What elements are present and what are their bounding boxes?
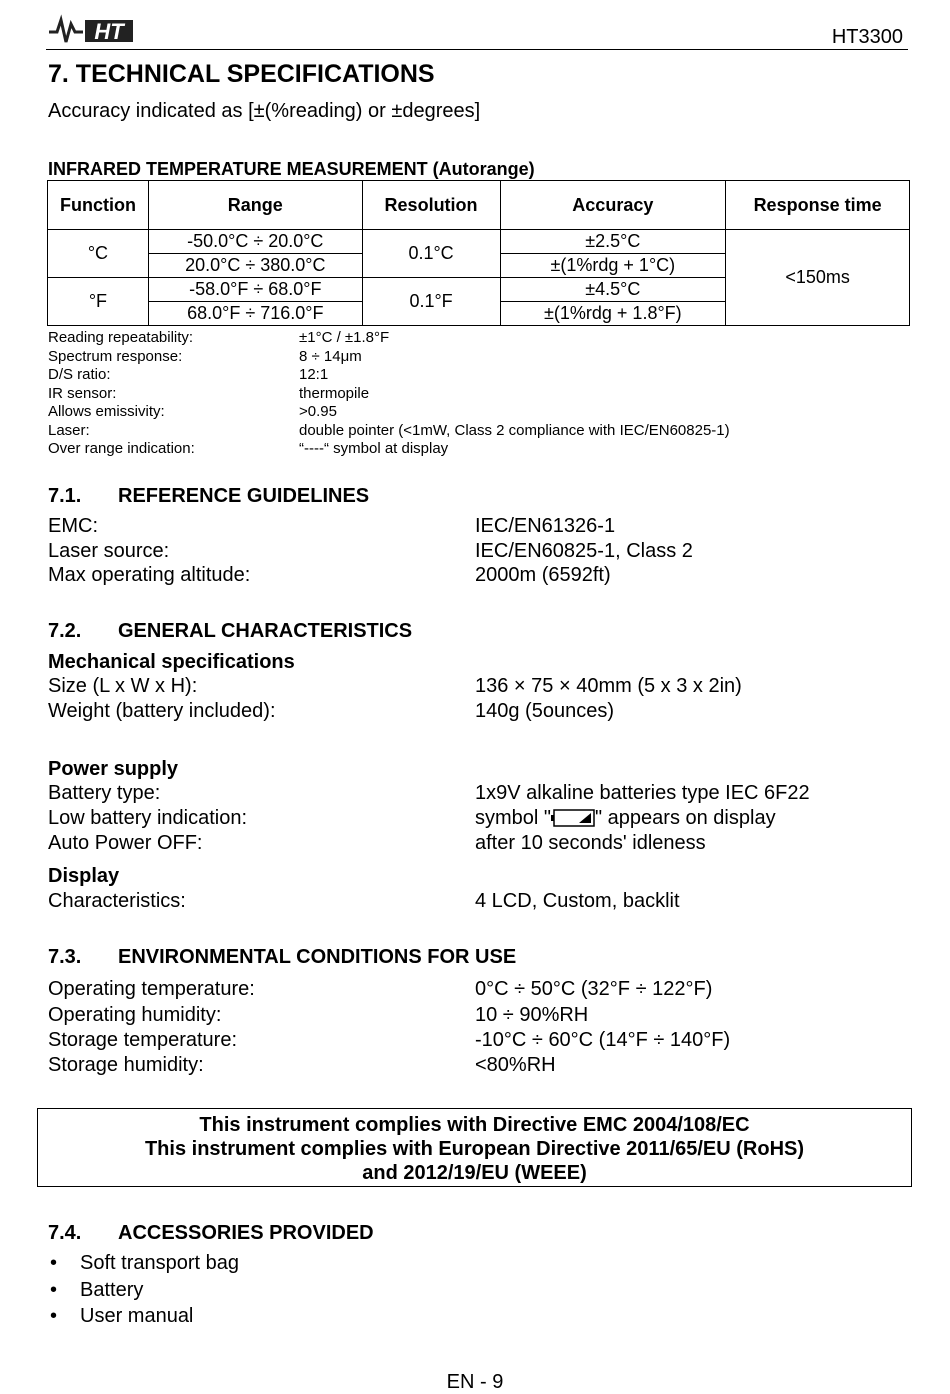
page-number: EN - 9 <box>446 1371 504 1393</box>
mech-item: Weight (battery included): 140g (5ounces) <box>48 700 614 722</box>
power-supply-title: Power supply <box>48 758 179 780</box>
accuracy-cell: ±(1%rdg + 1.8°F) <box>500 302 726 326</box>
resolution-cell: 0.1°F <box>362 278 500 326</box>
display-item: Characteristics: 4 LCD, Custom, backlit <box>48 890 680 912</box>
power-item: Battery type: 1x9V alkaline batteries type IEC 6F22 <box>48 782 810 804</box>
header-function: Function <box>48 181 149 230</box>
subsection-heading-accessories: 7.4. ACCESSORIES PROVIDED <box>48 1222 374 1244</box>
accuracy-cell: ±(1%rdg + 1°C) <box>500 254 726 278</box>
ref-item: Max operating altitude: 2000m (6592ft) <box>48 564 611 586</box>
subsection-heading-environment: 7.3. ENVIRONMENTAL CONDITIONS FOR USE <box>48 946 517 968</box>
resolution-cell: 0.1°C <box>362 230 500 278</box>
header-response-time: Response time <box>726 181 910 230</box>
compliance-line: This instrument complies with European Directive 2011/65/EU (RoHS) <box>144 1138 805 1160</box>
section-title: 7. TECHNICAL SPECIFICATIONS <box>48 60 435 88</box>
compliance-line: and 2012/19/EU (WEEE) <box>362 1162 587 1184</box>
response-time-cell: <150ms <box>726 230 910 326</box>
env-item: Storage humidity: <80%RH <box>48 1054 556 1076</box>
mech-item: Size (L x W x H): 136 × 75 × 40mm (5 x 3 x 2in) <box>48 675 742 697</box>
ir-table-title: INFRARED TEMPERATURE MEASUREMENT (Autorange) <box>48 159 535 179</box>
table-row <box>48 230 910 254</box>
range-cell: -50.0°C ÷ 20.0°C <box>148 230 362 254</box>
table-header-row <box>48 181 910 230</box>
accuracy-note: Accuracy indicated as [±(%reading) or ±degrees] <box>48 100 481 122</box>
mech-spec-title: Mechanical specifications <box>48 651 295 673</box>
accuracy-cell: ±4.5°C <box>500 278 726 302</box>
accessories-list <box>48 1252 239 1332</box>
ref-item: EMC: IEC/EN61326-1 <box>48 515 616 537</box>
display-title: Display <box>48 865 120 887</box>
subsection-heading-reference: 7.1. REFERENCE GUIDELINES <box>48 485 370 507</box>
compliance-box <box>37 1108 912 1187</box>
header-divider <box>46 49 908 50</box>
range-cell: 20.0°C ÷ 380.0°C <box>148 254 362 278</box>
header-resolution: Resolution <box>362 181 500 230</box>
model-name: HT3300 <box>831 26 903 48</box>
compliance-line: This instrument complies with Directive EMC 2004/108/EC <box>199 1114 750 1136</box>
range-cell: 68.0°F ÷ 716.0°F <box>148 302 362 326</box>
list-item: • Soft transport bag <box>48 1252 239 1279</box>
function-cell: °C <box>48 230 149 278</box>
env-item: Storage temperature: -10°C ÷ 60°C (14°F ÷ 140°F) <box>48 1029 731 1051</box>
list-item: • Battery <box>48 1279 239 1306</box>
power-item: Auto Power OFF: after 10 seconds' idleness <box>48 832 706 854</box>
accuracy-cell: ±2.5°C <box>500 230 726 254</box>
range-cell: -58.0°F ÷ 68.0°F <box>148 278 362 302</box>
env-item: Operating temperature: 0°C ÷ 50°C (32°F ÷ 122°F) <box>48 978 713 1000</box>
list-item: • User manual <box>48 1305 239 1332</box>
ref-item: Laser source: IEC/EN60825-1, Class 2 <box>48 540 693 562</box>
ir-spec-table <box>47 180 910 326</box>
subsection-heading-general: 7.2. GENERAL CHARACTERISTICS <box>48 620 413 642</box>
header-range: Range <box>148 181 362 230</box>
low-battery-icon <box>551 809 595 827</box>
env-item: Operating humidity: 10 ÷ 90%RH <box>48 1004 589 1026</box>
power-item: Low battery indication: symbol " " appears on display <box>48 807 776 829</box>
ht-logo <box>47 14 137 46</box>
svg-text:HT: HT <box>94 19 124 44</box>
header-accuracy: Accuracy <box>500 181 726 230</box>
function-cell: °F <box>48 278 149 326</box>
